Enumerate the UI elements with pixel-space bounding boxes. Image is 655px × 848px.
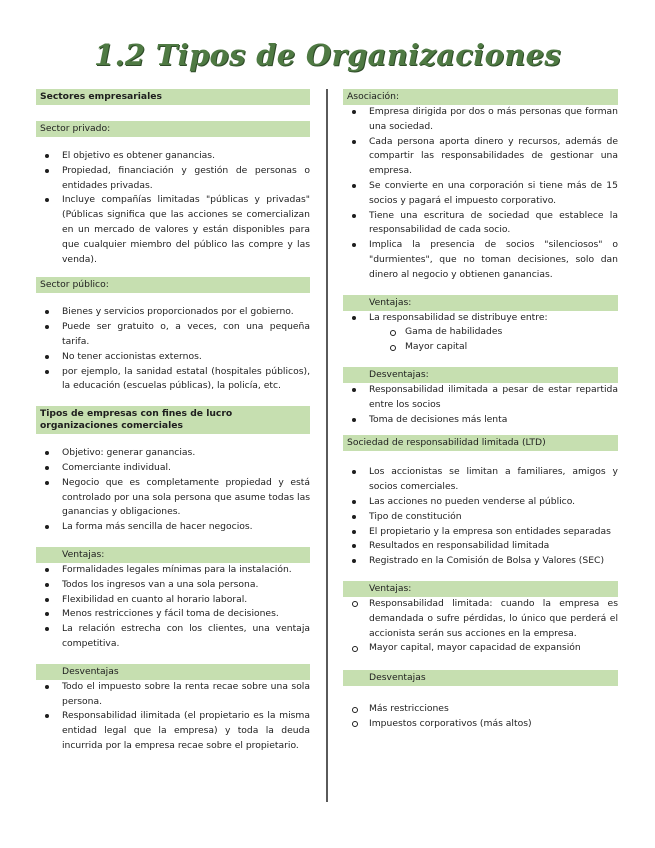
section-header-ventajas-asociacion: Ventajas: [343,295,618,311]
list-item: Responsabilidad ilimitada (el propietario es la misma entidad legal que la empresa) y toda la deuda incurrida por la empresa recae sobre el propietario. [36,709,310,753]
list-item: Objetivo: generar ganancias. [36,446,310,461]
section-header-publico: Sector público: [36,277,310,293]
list-item: Incluye compañías limitadas "públicas y privadas" (Públicas significa que las acciones se comercializan en un mercado de valores y están disponibles para que cualquier miembro del público las compre y las venda). [36,193,310,267]
column-divider [326,89,328,802]
list-item: Resultados en responsabilidad limitada [343,539,618,554]
list-item: Las acciones no pueden venderse al público. [343,495,618,510]
list-item: Flexibilidad en cuanto al horario laboral. [36,593,310,608]
list-item: Registrado en la Comisión de Bolsa y Valores (SEC) [343,554,618,569]
desventajas-list [36,680,310,754]
ltd-list [343,465,618,569]
privado-list [36,149,310,267]
list-item: Menos restricciones y fácil toma de decisiones. [36,607,310,622]
list-item: Responsabilidad limitada: cuando la empresa es demandada o sufre pérdidas, lo único que perderá el accionista serán sus acciones en la empresa. [343,597,618,641]
page-title: 1.2 Tipos de Organizaciones [94,38,561,72]
list-item: La relación estrecha con los clientes, una ventaja competitiva. [36,622,310,652]
list-item: Se convierte en una corporación si tiene más de 15 socios y pagará el impuesto corporativo. [343,179,618,209]
left-column [36,89,310,754]
list-item: Implica la presencia de socios "silenciosos" o "durmientes", que no toman decisiones, solo dan dinero al negocio y obtienen ganancias. [343,238,618,282]
list-item: Negocio que es completamente propiedad y está controlado por una sola persona que asume todas las ganancias y obligaciones. [36,476,310,520]
lucro-list [36,446,310,535]
list-item: La forma más sencilla de hacer negocios. [36,520,310,535]
right-column [343,89,618,732]
list-item: La responsabilidad se distribuye entre: [343,311,618,326]
section-header-lucro: Tipos de empresas con fines de lucro organizaciones comerciales [36,406,310,434]
section-header-desventajas-asociacion: Desventajas: [343,367,618,383]
publico-list [36,305,310,394]
section-header-ventajas-ltd: Ventajas: [343,581,618,597]
section-header-sectores: Sectores empresariales [36,89,310,105]
list-item: Puede ser gratuito o, a veces, con una pequeña tarifa. [36,320,310,350]
section-header-ltd: Sociedad de responsabilidad limitada (LTD) [343,435,618,451]
section-header-asociacion: Asociación: [343,89,618,105]
section-header-ventajas: Ventajas: [36,547,310,563]
list-item: Tiene una escritura de sociedad que establece la responsabilidad de cada socio. [343,209,618,239]
list-item: Cada persona aporta dinero y recursos, además de compartir las responsabilidades de gestionar una empresa. [343,135,618,179]
section-header-privado: Sector privado: [36,121,310,137]
list-item: Toma de decisiones más lenta [343,413,618,428]
list-item: Los accionistas se limitan a familiares, amigos y socios comerciales. [343,465,618,495]
list-item: Comerciante individual. [36,461,310,476]
ventajas-asociacion-list [343,311,618,355]
list-item: Impuestos corporativos (más altos) [343,717,618,732]
list-item: Tipo de constitución [343,510,618,525]
section-header-desventajas: Desventajas [36,664,310,680]
list-item: Empresa dirigida por dos o más personas que forman una sociedad. [343,105,618,135]
list-item: El propietario y la empresa son entidades separadas [343,525,618,540]
list-item: Todo el impuesto sobre la renta recae sobre una sola persona. [36,680,310,710]
list-item: El objetivo es obtener ganancias. [36,149,310,164]
list-item: Más restricciones [343,702,618,717]
list-item: por ejemplo, la sanidad estatal (hospitales públicos), la educación (escuelas públicas), la policía, etc. [36,365,310,395]
desventajas-ltd-list [343,702,618,732]
asociacion-list [343,105,618,283]
list-subitem: Mayor capital [343,340,618,355]
list-subitem: Gama de habilidades [343,325,618,340]
list-item: Bienes y servicios proporcionados por el gobierno. [36,305,310,320]
list-item: Responsabilidad ilimitada a pesar de estar repartida entre los socios [343,383,618,413]
ventajas-ltd-list [343,597,618,656]
section-header-desventajas-ltd: Desventajas [343,670,618,686]
desventajas-asociacion-list [343,383,618,427]
ventajas-list [36,563,310,652]
list-item: Propiedad, financiación y gestión de personas o entidades privadas. [36,164,310,194]
list-item: Formalidades legales mínimas para la instalación. [36,563,310,578]
list-item: No tener accionistas externos. [36,350,310,365]
list-item: Mayor capital, mayor capacidad de expansión [343,641,618,656]
list-item: Todos los ingresos van a una sola persona. [36,578,310,593]
